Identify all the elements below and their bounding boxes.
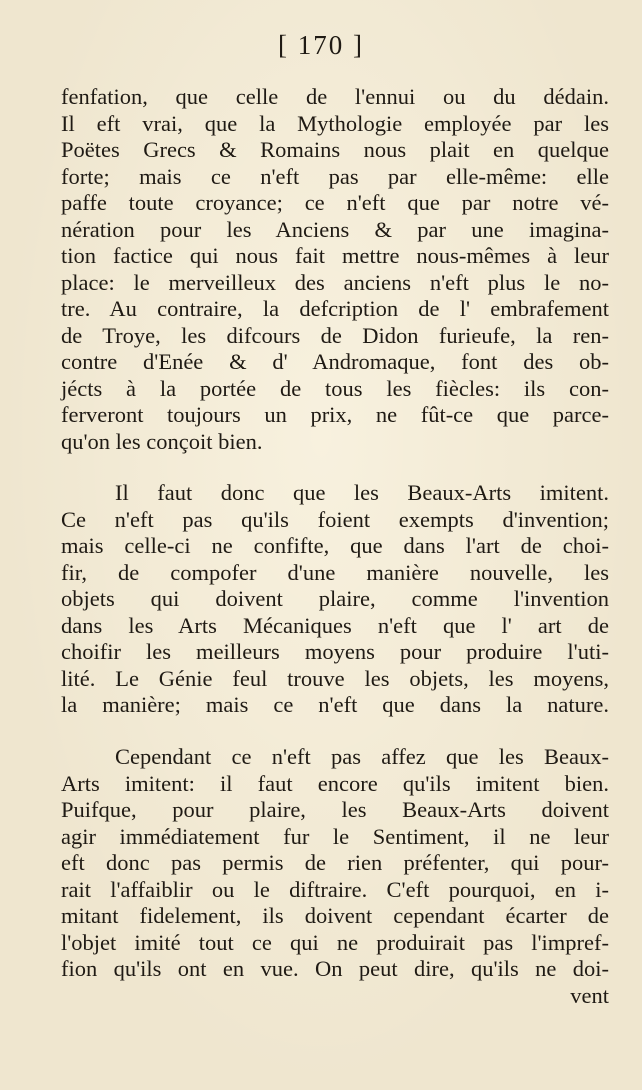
text-line: l'objet imité tout ce qui ne produirait pas l'impref- bbox=[61, 929, 609, 955]
text-line: fion qu'ils ont en vue. On peut dire, qu'ils ne doi- bbox=[61, 956, 609, 981]
catchword: vent bbox=[570, 982, 609, 1008]
text-line: la manière; mais ce n'eft que dans la nature. bbox=[61, 692, 609, 717]
text-line: Puifque, pour plaire, les Beaux-Arts doivent bbox=[61, 797, 609, 822]
paragraph-3 bbox=[61, 744, 609, 1009]
text-line: jécts à la portée de tous les fiècles: ils con- bbox=[61, 375, 609, 401]
text-line: dans les Arts Mécaniques n'eft que l' art de bbox=[61, 612, 609, 638]
text-line: nération pour les Anciens & par une imagina- bbox=[61, 216, 609, 242]
text-line: paffe toute croyance; ce n'eft que par notre vé- bbox=[61, 190, 609, 215]
text-line: fenfation, que celle de l'ennui ou du dédain. bbox=[61, 84, 609, 109]
text-line: tre. Au contraire, la defcription de l' embrafement bbox=[61, 296, 609, 321]
text-line: place: le merveilleux des anciens n'eft plus le no- bbox=[61, 269, 609, 295]
text-line: ferveront toujours un prix, ne fût-ce que parce- bbox=[61, 402, 609, 427]
text-line: Cependant ce n'eft pas affez que les Beaux- bbox=[115, 744, 609, 769]
text-line: forte; mais ce n'eft pas par elle-même: elle bbox=[61, 163, 609, 189]
text-line: objets qui doivent plaire, comme l'invention bbox=[61, 586, 609, 611]
text-line: mitant fidelement, ils doivent cependant écarter de bbox=[61, 903, 609, 928]
text-line: mais celle-ci ne confifte, que dans l'art de choi- bbox=[61, 533, 609, 558]
text-line: Il eft vrai, que la Mythologie employée par les bbox=[61, 110, 609, 136]
text-line: Arts imitent: il faut encore qu'ils imitent bien. bbox=[61, 770, 609, 796]
paragraph-2 bbox=[61, 480, 609, 719]
text-line: choifir les meilleurs moyens pour produire l'uti- bbox=[61, 639, 609, 664]
text-line: lité. Le Génie feul trouve les objets, les moyens, bbox=[61, 665, 609, 691]
text-line: Il faut donc que les Beaux-Arts imitent. bbox=[115, 480, 609, 505]
text-line: eft donc pas permis de rien préfenter, qui pour- bbox=[61, 850, 609, 875]
text-line: Ce n'eft pas qu'ils foient exempts d'invention; bbox=[61, 506, 609, 532]
page-number-header: [ 170 ] bbox=[278, 30, 364, 60]
text-line: qu'on les conçoit bien. bbox=[61, 428, 263, 454]
text-line: rait l'affaiblir ou le diftraire. C'eft pourquoi, en i- bbox=[61, 876, 609, 902]
text-line: Poëtes Grecs & Romains nous plait en quelque bbox=[61, 137, 609, 162]
text-line: contre d'Enée & d' Andromaque, font des ob- bbox=[61, 349, 609, 374]
text-line: tion factice qui nous fait mettre nous-mêmes à leur bbox=[61, 243, 609, 268]
text-line: fir, de compofer d'une manière nouvelle, les bbox=[61, 559, 609, 585]
text-line: agir immédiatement fur le Sentiment, il ne leur bbox=[61, 823, 609, 849]
paragraph-1 bbox=[61, 84, 609, 455]
text-line: de Troye, les difcours de Didon furieufe, la ren- bbox=[61, 322, 609, 348]
